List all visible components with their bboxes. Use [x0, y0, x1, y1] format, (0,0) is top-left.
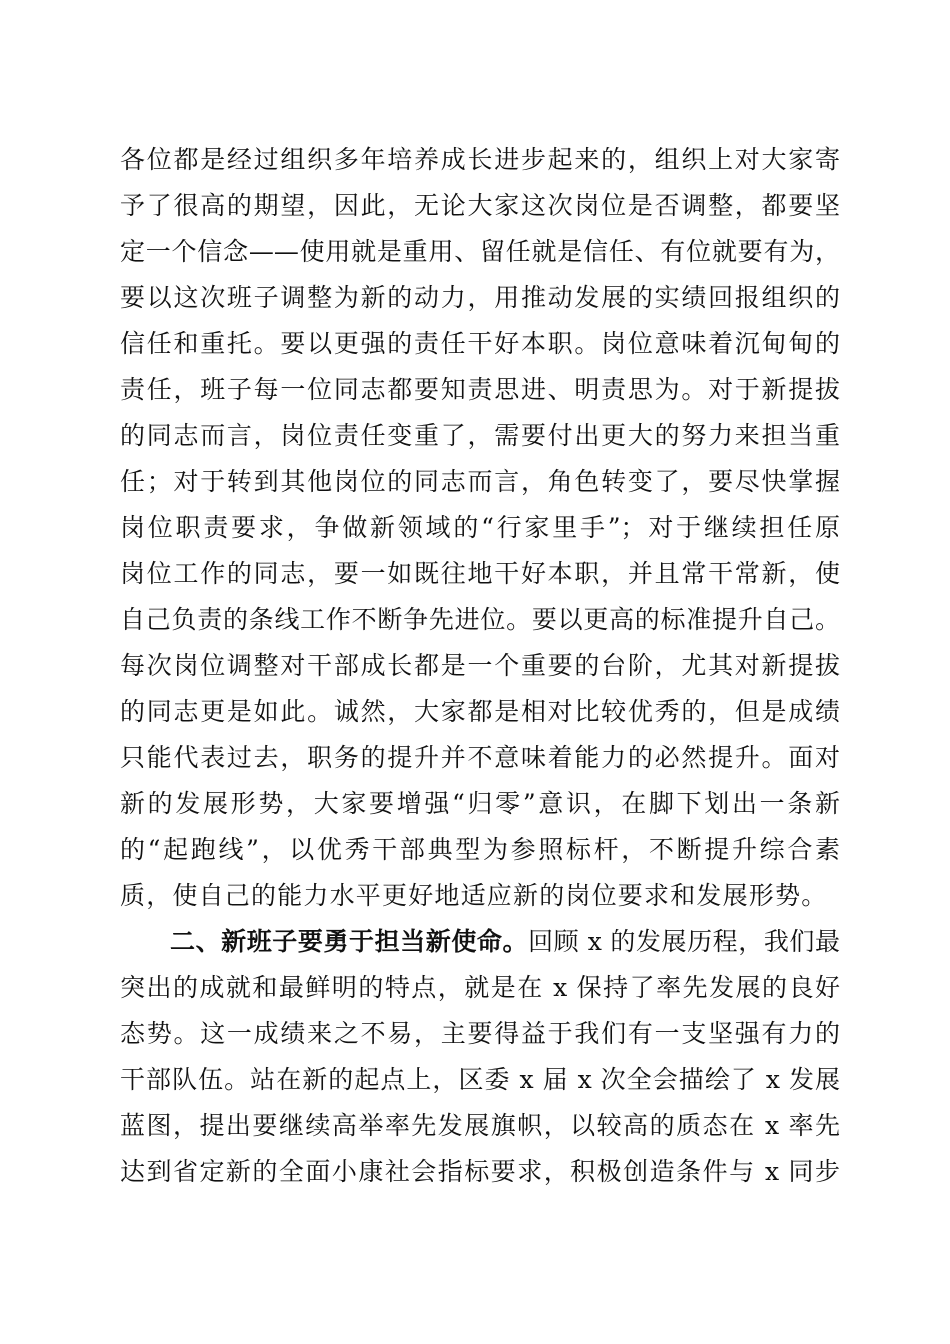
text-line: 自己负责的条线工作不断争先进位。要以更高的标准提升自己。 [120, 605, 840, 634]
section-heading: 二、新班子要勇于担当新使命。 [170, 927, 529, 956]
text-line: 新的发展形势，大家要增强“归零”意识，在脚下划出一条新 [120, 789, 840, 818]
text-line: 态势。这一成绩来之不易，主要得益于我们有一支坚强有力的 [120, 1019, 840, 1048]
text-line: 的同志更是如此。诚然，大家都是相对比较优秀的，但是成绩 [120, 697, 840, 726]
text-line: 予了很高的期望，因此，无论大家这次岗位是否调整，都要坚 [120, 191, 840, 220]
text-line: 蓝图，提出要继续高举率先发展旗帜，以较高的质态在 x 率先 [120, 1111, 840, 1140]
text-line: 的同志而言，岗位责任变重了，需要付出更大的努力来担当重 [120, 421, 840, 450]
text-line: 的“起跑线”，以优秀干部典型为参照标杆，不断提升综合素 [120, 835, 840, 864]
text-line: 突出的成就和最鲜明的特点，就是在 x 保持了率先发展的良好 [120, 973, 840, 1002]
text-line: 干部队伍。站在新的起点上，区委 x 届 x 次全会描绘了 x 发展 [120, 1065, 840, 1094]
text-line: 责任，班子每一位同志都要知责思进、明责思为。对于新提拔 [120, 375, 840, 404]
text-line: 信任和重托。要以更强的责任干好本职。岗位意味着沉甸甸的 [120, 329, 840, 358]
text-line: 质，使自己的能力水平更好地适应新的岗位要求和发展形势。 [120, 881, 828, 910]
text-line: 定一个信念——使用就是重用、留任就是信任、有位就要有为， [120, 237, 840, 266]
text-line: 只能代表过去，职务的提升并不意味着能力的必然提升。面对 [120, 743, 840, 772]
text-line: 要以这次班子调整为新的动力，用推动发展的实绩回报组织的 [120, 283, 840, 312]
text-line: 岗位职责要求，争做新领域的“行家里手”；对于继续担任原 [120, 513, 840, 542]
text-line: 岗位工作的同志，要一如既往地干好本职，并且常干常新，使 [120, 559, 840, 588]
text-line: 各位都是经过组织多年培养成长进步起来的，组织上对大家寄 [120, 145, 840, 174]
text-line: 每次岗位调整对干部成长都是一个重要的台阶，尤其对新提拔 [120, 651, 840, 680]
section-heading-rest: 回顾 x 的发展历程，我们最 [528, 927, 840, 956]
text-line: 达到省定新的全面小康社会指标要求，积极创造条件与 x 同步 [120, 1157, 840, 1186]
text-line: 任；对于转到其他岗位的同志而言，角色转变了，要尽快掌握 [120, 467, 840, 496]
section-heading-line [170, 922, 840, 962]
